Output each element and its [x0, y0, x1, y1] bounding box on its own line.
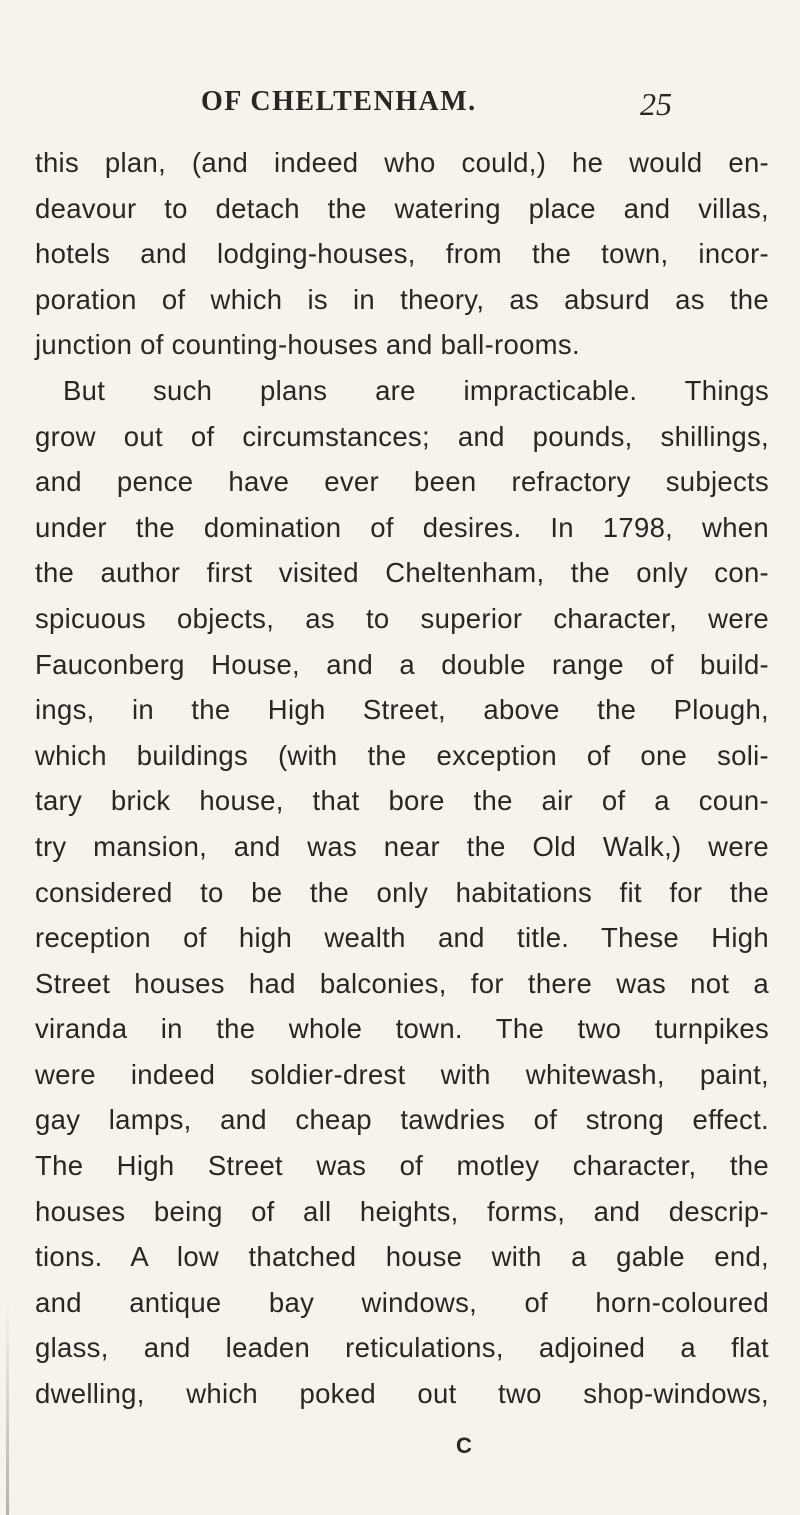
page-gutter-shadow [6, 1300, 9, 1515]
text-line: Fauconberg House, and a double range of build- [35, 648, 769, 680]
running-head: OF CHELTENHAM. [201, 86, 477, 117]
text-line: and pence have ever been refractory subjects [35, 466, 769, 498]
text-line: viranda in the whole town. The two turnpikes [35, 1013, 769, 1045]
text-line: The High Street was of motley character, the [35, 1150, 769, 1182]
text-line: were indeed soldier-drest with whitewash, paint, [35, 1058, 769, 1090]
text-line: dwelling, which poked out two shop-windows, [35, 1378, 769, 1410]
text-line: But such plans are impracticable. Things [63, 374, 769, 406]
text-line: houses being of all heights, forms, and descrip- [35, 1195, 769, 1227]
text-line: reception of high wealth and title. These High [35, 922, 769, 954]
text-line: tions. A low thatched house with a gable end, [35, 1241, 769, 1273]
text-line: under the domination of desires. In 1798, when [35, 511, 769, 543]
text-line: the author first visited Cheltenham, the only con- [35, 557, 769, 589]
signature-mark: C [456, 1433, 472, 1458]
text-line: tary brick house, that bore the air of a coun- [35, 785, 769, 817]
text-line: gay lamps, and cheap tawdries of strong effect. [35, 1104, 769, 1136]
text-line: and antique bay windows, of horn-coloured [35, 1286, 769, 1318]
text-line: this plan, (and indeed who could,) he would en- [35, 147, 769, 178]
text-line: glass, and leaden reticulations, adjoined a flat [35, 1332, 769, 1364]
text-line: Street houses had balconies, for there was not a [35, 967, 769, 999]
text-line: try mansion, and was near the Old Walk,) were [35, 830, 769, 862]
text-line: ings, in the High Street, above the Plough, [35, 694, 769, 726]
text-line: junction of counting-houses and ball-rooms. [35, 329, 580, 361]
page-header [0, 86, 800, 126]
text-line: grow out of circumstances; and pounds, shillings, [35, 420, 769, 452]
page-number: 25 [640, 86, 672, 122]
text-line: deavour to detach the watering place and villas, [35, 192, 769, 224]
text-line: which buildings (with the exception of one soli- [35, 739, 769, 771]
text-line: considered to be the only habitations fit for the [35, 876, 769, 908]
text-line: hotels and lodging-houses, from the town, incor- [35, 238, 769, 270]
text-line: poration of which is in theory, as absurd as the [35, 283, 769, 315]
text-line: spicuous objects, as to superior character, were [35, 602, 769, 634]
body-text [35, 140, 769, 1417]
